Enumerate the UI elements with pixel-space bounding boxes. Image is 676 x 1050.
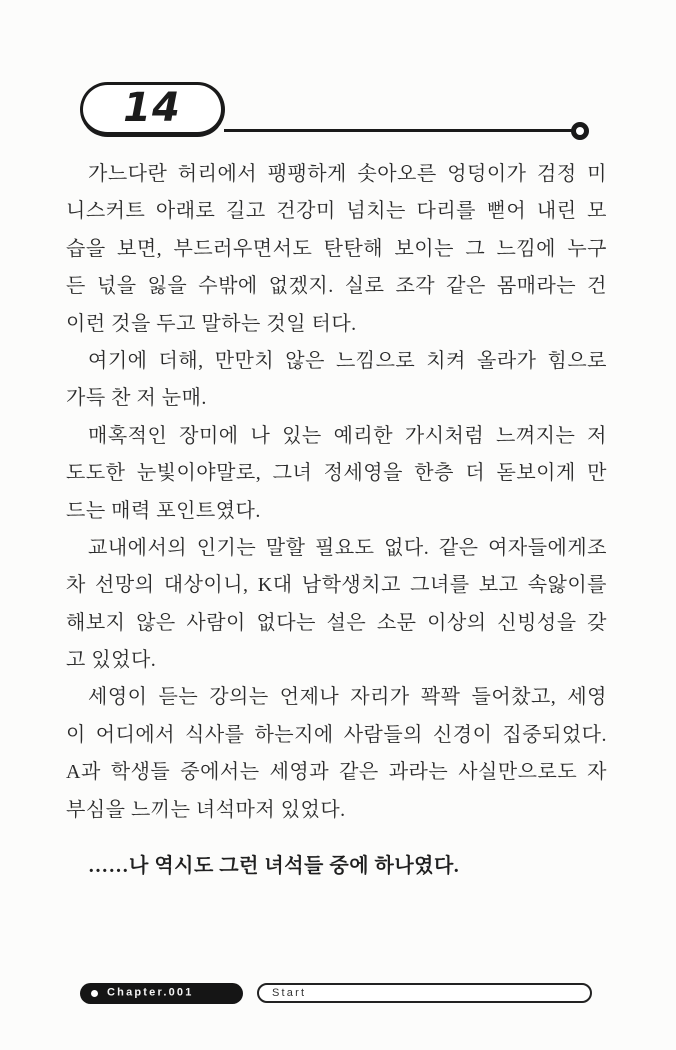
text-line: 세영이 듣는 강의는 언제나 자리가 꽉꽉 들어찼고, 세영 (88, 686, 607, 709)
text-line: 부심을 느끼는 녀석마저 있었다. (66, 798, 346, 821)
text-line: 차 선망의 대상이니, K대 남학생치고 그녀를 보고 속앓이를 (66, 574, 607, 597)
text-line: 가득 찬 저 눈매. (66, 387, 207, 410)
text-line: 습을 보면, 부드러우면서도 탄탄해 보이는 그 느낌에 누구 (66, 237, 607, 260)
text-line: A과 학생들 중에서는 세영과 같은 과라는 사실만으로도 자 (66, 761, 607, 784)
text-line: 해보지 않은 사람이 없다는 설은 소문 이상의 신빙성을 갖 (66, 611, 607, 634)
chapter-number-badge (80, 82, 225, 137)
text-line: 이런 것을 두고 말하는 것일 터다. (66, 312, 357, 335)
text-line: 여기에 더해, 만만치 않은 느낌으로 치켜 올라가 힘으로 (88, 349, 607, 372)
text-line: 도도한 눈빛이야말로, 그녀 정세영을 한층 더 돋보이게 만 (66, 462, 607, 485)
footer-start-label: Start (272, 986, 307, 999)
footer-chapter-label: Chapter.001 (107, 986, 194, 999)
bullet-dot-icon (91, 990, 98, 997)
chapter-number: 14 (123, 84, 181, 131)
footer-chapter-pill (80, 983, 243, 1004)
text-line: 고 있었다. (66, 649, 157, 672)
text-line: 가느다란 허리에서 팽팽하게 솟아오른 엉덩이가 검정 미 (88, 163, 607, 185)
body-text (66, 156, 607, 829)
footer-start-pill (257, 983, 592, 1003)
text-line: 든 넋을 잃을 수밖에 없겠지. 실로 조각 같은 몸매라는 건 (66, 275, 607, 298)
text-line: 교내에서의 인기는 말할 필요도 없다. 같은 여자들에게조 (88, 536, 607, 559)
text-line: 니스커트 아래로 길고 건강미 넘치는 다리를 뻗어 내린 모 (66, 200, 607, 223)
text-line: 매혹적인 장미에 나 있는 예리한 가시처럼 느껴지는 저 (88, 424, 607, 447)
emphasis-line: ……나 역시도 그런 녀석들 중에 하나였다. (88, 855, 460, 877)
header-rule-line (224, 129, 573, 132)
text-line: 이 어디에서 식사를 하는지에 사람들의 신경이 집중되었다. (66, 723, 607, 746)
text-line: 드는 매력 포인트였다. (66, 499, 261, 522)
header-rule-end-ring-icon (571, 122, 589, 140)
